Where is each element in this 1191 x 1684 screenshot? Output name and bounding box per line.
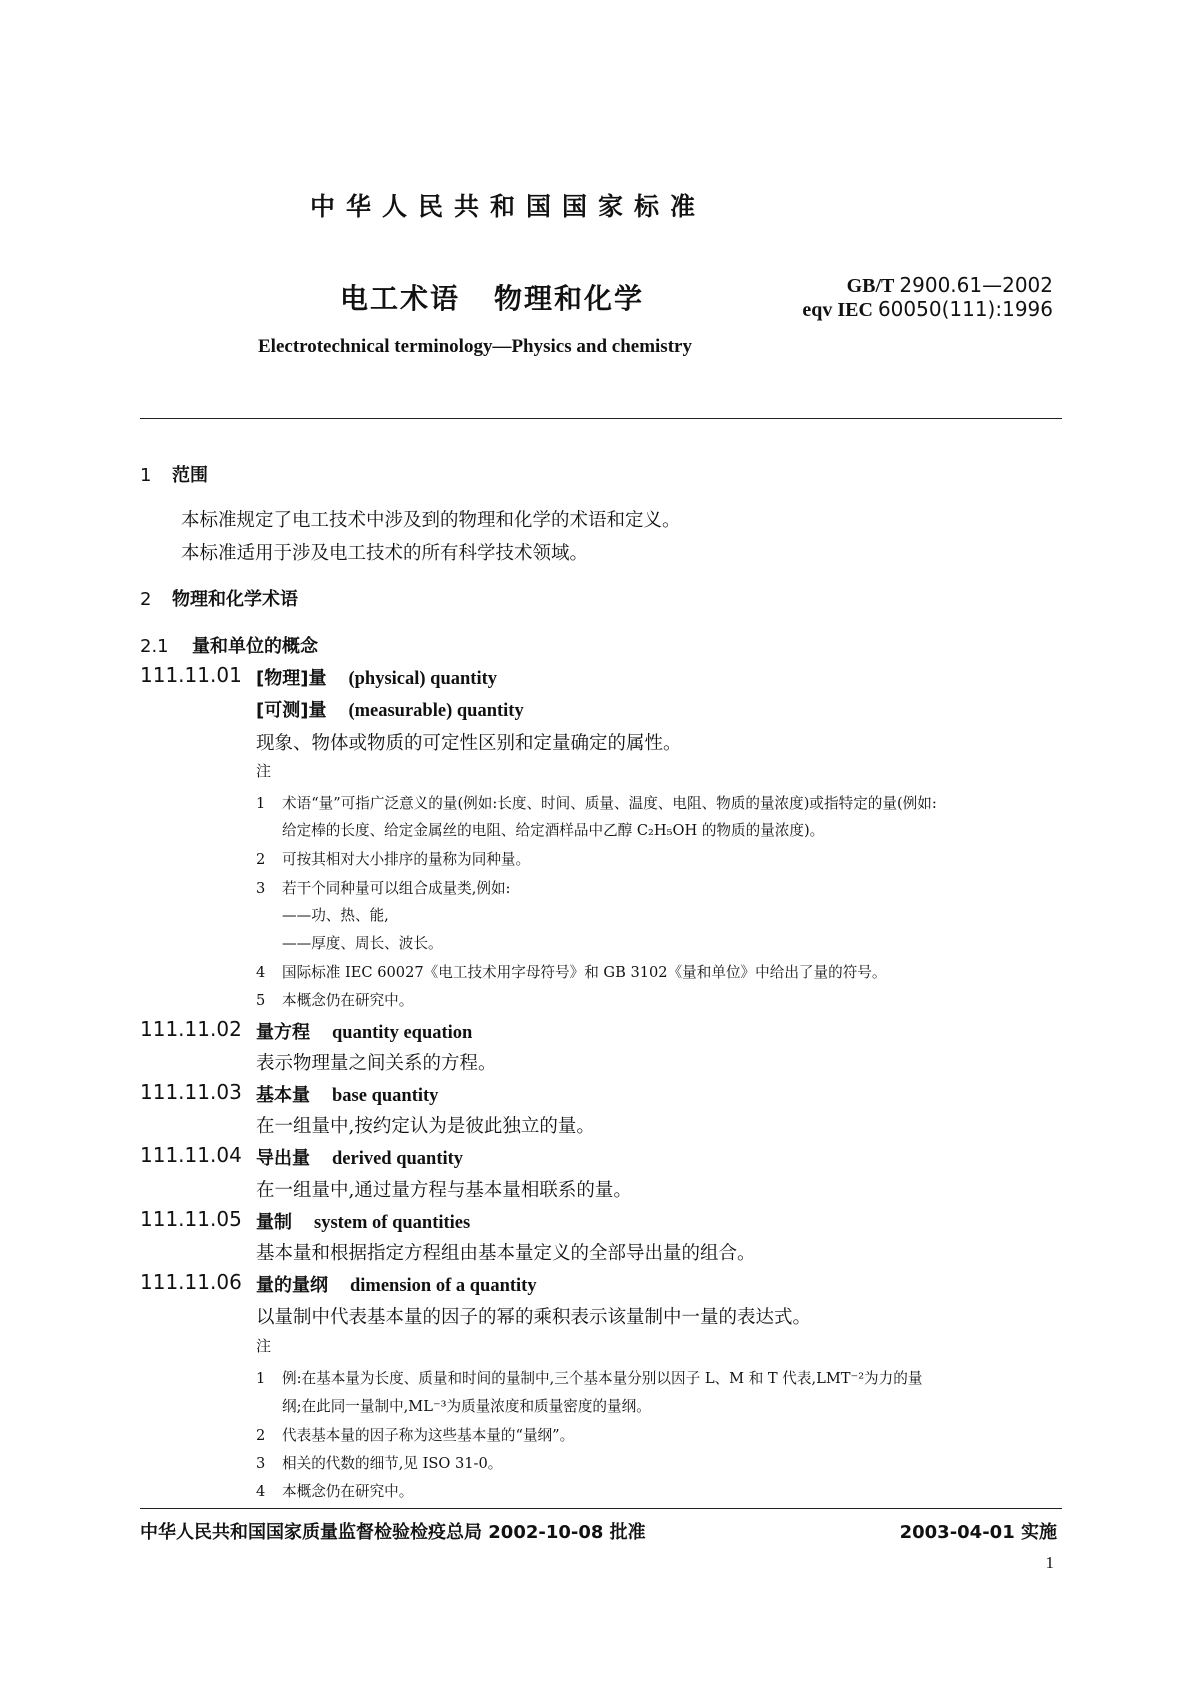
footer-divider	[140, 1508, 1062, 1509]
note-text: 相关的代数的细节,见 ISO 31-0。	[282, 1455, 503, 1472]
note-text: 代表基本量的因子称为这些基本量的“量纲”。	[282, 1427, 575, 1444]
term-number: 111.11.04	[140, 1143, 242, 1167]
note-number: 1	[256, 1370, 266, 1387]
term-definition: 表示物理量之间关系的方程。	[256, 1053, 497, 1074]
eqv-prefix: eqv IEC	[802, 299, 873, 321]
term-entry	[256, 1081, 438, 1107]
term-number: 111.11.06	[140, 1270, 242, 1294]
note-continuation: 给定棒的长度、给定金属丝的电阻、给定酒样品中乙醇 C₂H₅OH 的物质的量浓度)。	[282, 822, 825, 839]
note-number: 4	[256, 964, 266, 981]
term-entry	[256, 1208, 470, 1234]
note-number: 3	[256, 880, 266, 897]
note-item	[256, 989, 413, 1010]
term-number: 111.11.02	[140, 1017, 242, 1041]
section-number: 1	[140, 465, 152, 486]
note-item	[256, 1452, 502, 1473]
section-2-heading	[140, 585, 298, 611]
note-text: 若干个同种量可以组合成量类,例如:	[282, 880, 511, 897]
term-cn: [可测]量	[256, 700, 327, 721]
term-cn: 量方程	[256, 1022, 310, 1043]
note-item	[256, 1424, 574, 1445]
note-item	[256, 792, 937, 813]
note-text: 国际标准 IEC 60027《电工技术用字母符号》和 GB 3102《量和单位》中给出了量的符号。	[282, 964, 887, 981]
standard-number-block	[802, 274, 1053, 322]
term-cn: 导出量	[256, 1148, 310, 1169]
note-text: 术语“量”可指广泛意义的量(例如:长度、时间、质量、温度、电阻、物质的量浓度)或指特定的量(例如:	[282, 795, 937, 812]
term-cn: 量制	[256, 1212, 292, 1233]
page-number: 1	[1045, 1553, 1054, 1572]
note-number: 1	[256, 795, 266, 812]
section-number: 2.1	[140, 636, 169, 657]
section-title: 物理和化学术语	[172, 589, 298, 610]
note-number: 2	[256, 851, 266, 868]
national-standard-heading: 中华人民共和国国家标准	[310, 192, 707, 221]
note-text: 本概念仍在研究中。	[282, 992, 414, 1009]
note-number: 2	[256, 1427, 266, 1444]
document-title-en: Electrotechnical terminology—Physics and chemistry	[258, 336, 692, 357]
term-en: system of quantities	[314, 1213, 471, 1233]
eqv-number: 60050(111):1996	[877, 297, 1053, 321]
term-cn: 基本量	[256, 1085, 310, 1106]
approval-line: 中华人民共和国国家质量监督检验检疫总局 2002-10-08 批准	[140, 1522, 646, 1543]
section-2-1-heading	[140, 632, 318, 658]
note-text: 可按其相对大小排序的量称为同种量。	[282, 851, 531, 868]
term-en: quantity equation	[332, 1023, 473, 1043]
header-divider	[140, 418, 1062, 419]
std-prefix: GB/T	[846, 275, 895, 297]
term-en: base quantity	[332, 1086, 439, 1106]
note-text: 本概念仍在研究中。	[282, 1483, 414, 1500]
note-item	[256, 848, 530, 869]
term-en: dimension of a quantity	[350, 1276, 537, 1296]
section-title: 范围	[172, 465, 208, 486]
note-number: 3	[256, 1455, 266, 1472]
std-number: 2900.61—2002	[899, 273, 1053, 297]
term-number: 111.11.05	[140, 1207, 242, 1231]
term-en: (physical) quantity	[348, 669, 497, 689]
term-en: (measurable) quantity	[348, 701, 524, 721]
note-item	[256, 961, 887, 982]
title-part-1: 电工术语	[340, 282, 461, 315]
note-label: 注	[256, 762, 272, 780]
title-part-2: 物理和化学	[494, 282, 645, 315]
term-cn: 量的量纲	[256, 1275, 328, 1296]
term-definition: 基本量和根据指定方程组由基本量定义的全部导出量的组合。	[256, 1243, 756, 1264]
note-item	[256, 877, 510, 898]
term-definition: 在一组量中,通过量方程与基本量相联系的量。	[256, 1180, 632, 1201]
term-en: derived quantity	[332, 1149, 464, 1169]
term-entry	[256, 664, 497, 690]
note-number: 4	[256, 1483, 266, 1500]
note-item	[256, 1367, 922, 1388]
term-number: 111.11.03	[140, 1080, 242, 1104]
section-1-heading	[140, 461, 208, 487]
term-synonym	[256, 696, 524, 722]
scope-paragraph-1: 本标准规定了电工技术中涉及到的物理和化学的术语和定义。	[181, 510, 681, 531]
scope-paragraph-2: 本标准适用于涉及电工技术的所有科学技术领域。	[181, 543, 589, 564]
term-definition: 在一组量中,按约定认为是彼此独立的量。	[256, 1116, 595, 1137]
section-number: 2	[140, 589, 152, 610]
note-label: 注	[256, 1337, 272, 1355]
term-entry	[256, 1018, 472, 1044]
note-number: 5	[256, 992, 266, 1009]
term-cn: [物理]量	[256, 668, 327, 689]
document-title-cn	[340, 277, 644, 317]
term-entry	[256, 1271, 537, 1297]
term-entry	[256, 1144, 463, 1170]
term-number: 111.11.01	[140, 663, 242, 687]
term-definition: 以量制中代表基本量的因子的幂的乘积表示该量制中一量的表达式。	[256, 1307, 812, 1328]
note-text: 例:在基本量为长度、质量和时间的量制中,三个基本量分别以因子 L、M 和 T 代表,LMT⁻²为力的量	[282, 1370, 923, 1387]
note-continuation: 纲;在此同一量制中,ML⁻³为质量浓度和质量密度的量纲。	[282, 1398, 651, 1415]
term-definition: 现象、物体或物质的可定性区别和定量确定的属性。	[256, 733, 682, 754]
note-dash-item: ——厚度、周长、波长。	[282, 935, 443, 952]
section-title: 量和单位的概念	[192, 636, 318, 657]
effective-date: 2003-04-01 实施	[899, 1522, 1057, 1543]
note-item	[256, 1480, 413, 1501]
note-dash-item: ——功、热、能,	[282, 907, 389, 924]
